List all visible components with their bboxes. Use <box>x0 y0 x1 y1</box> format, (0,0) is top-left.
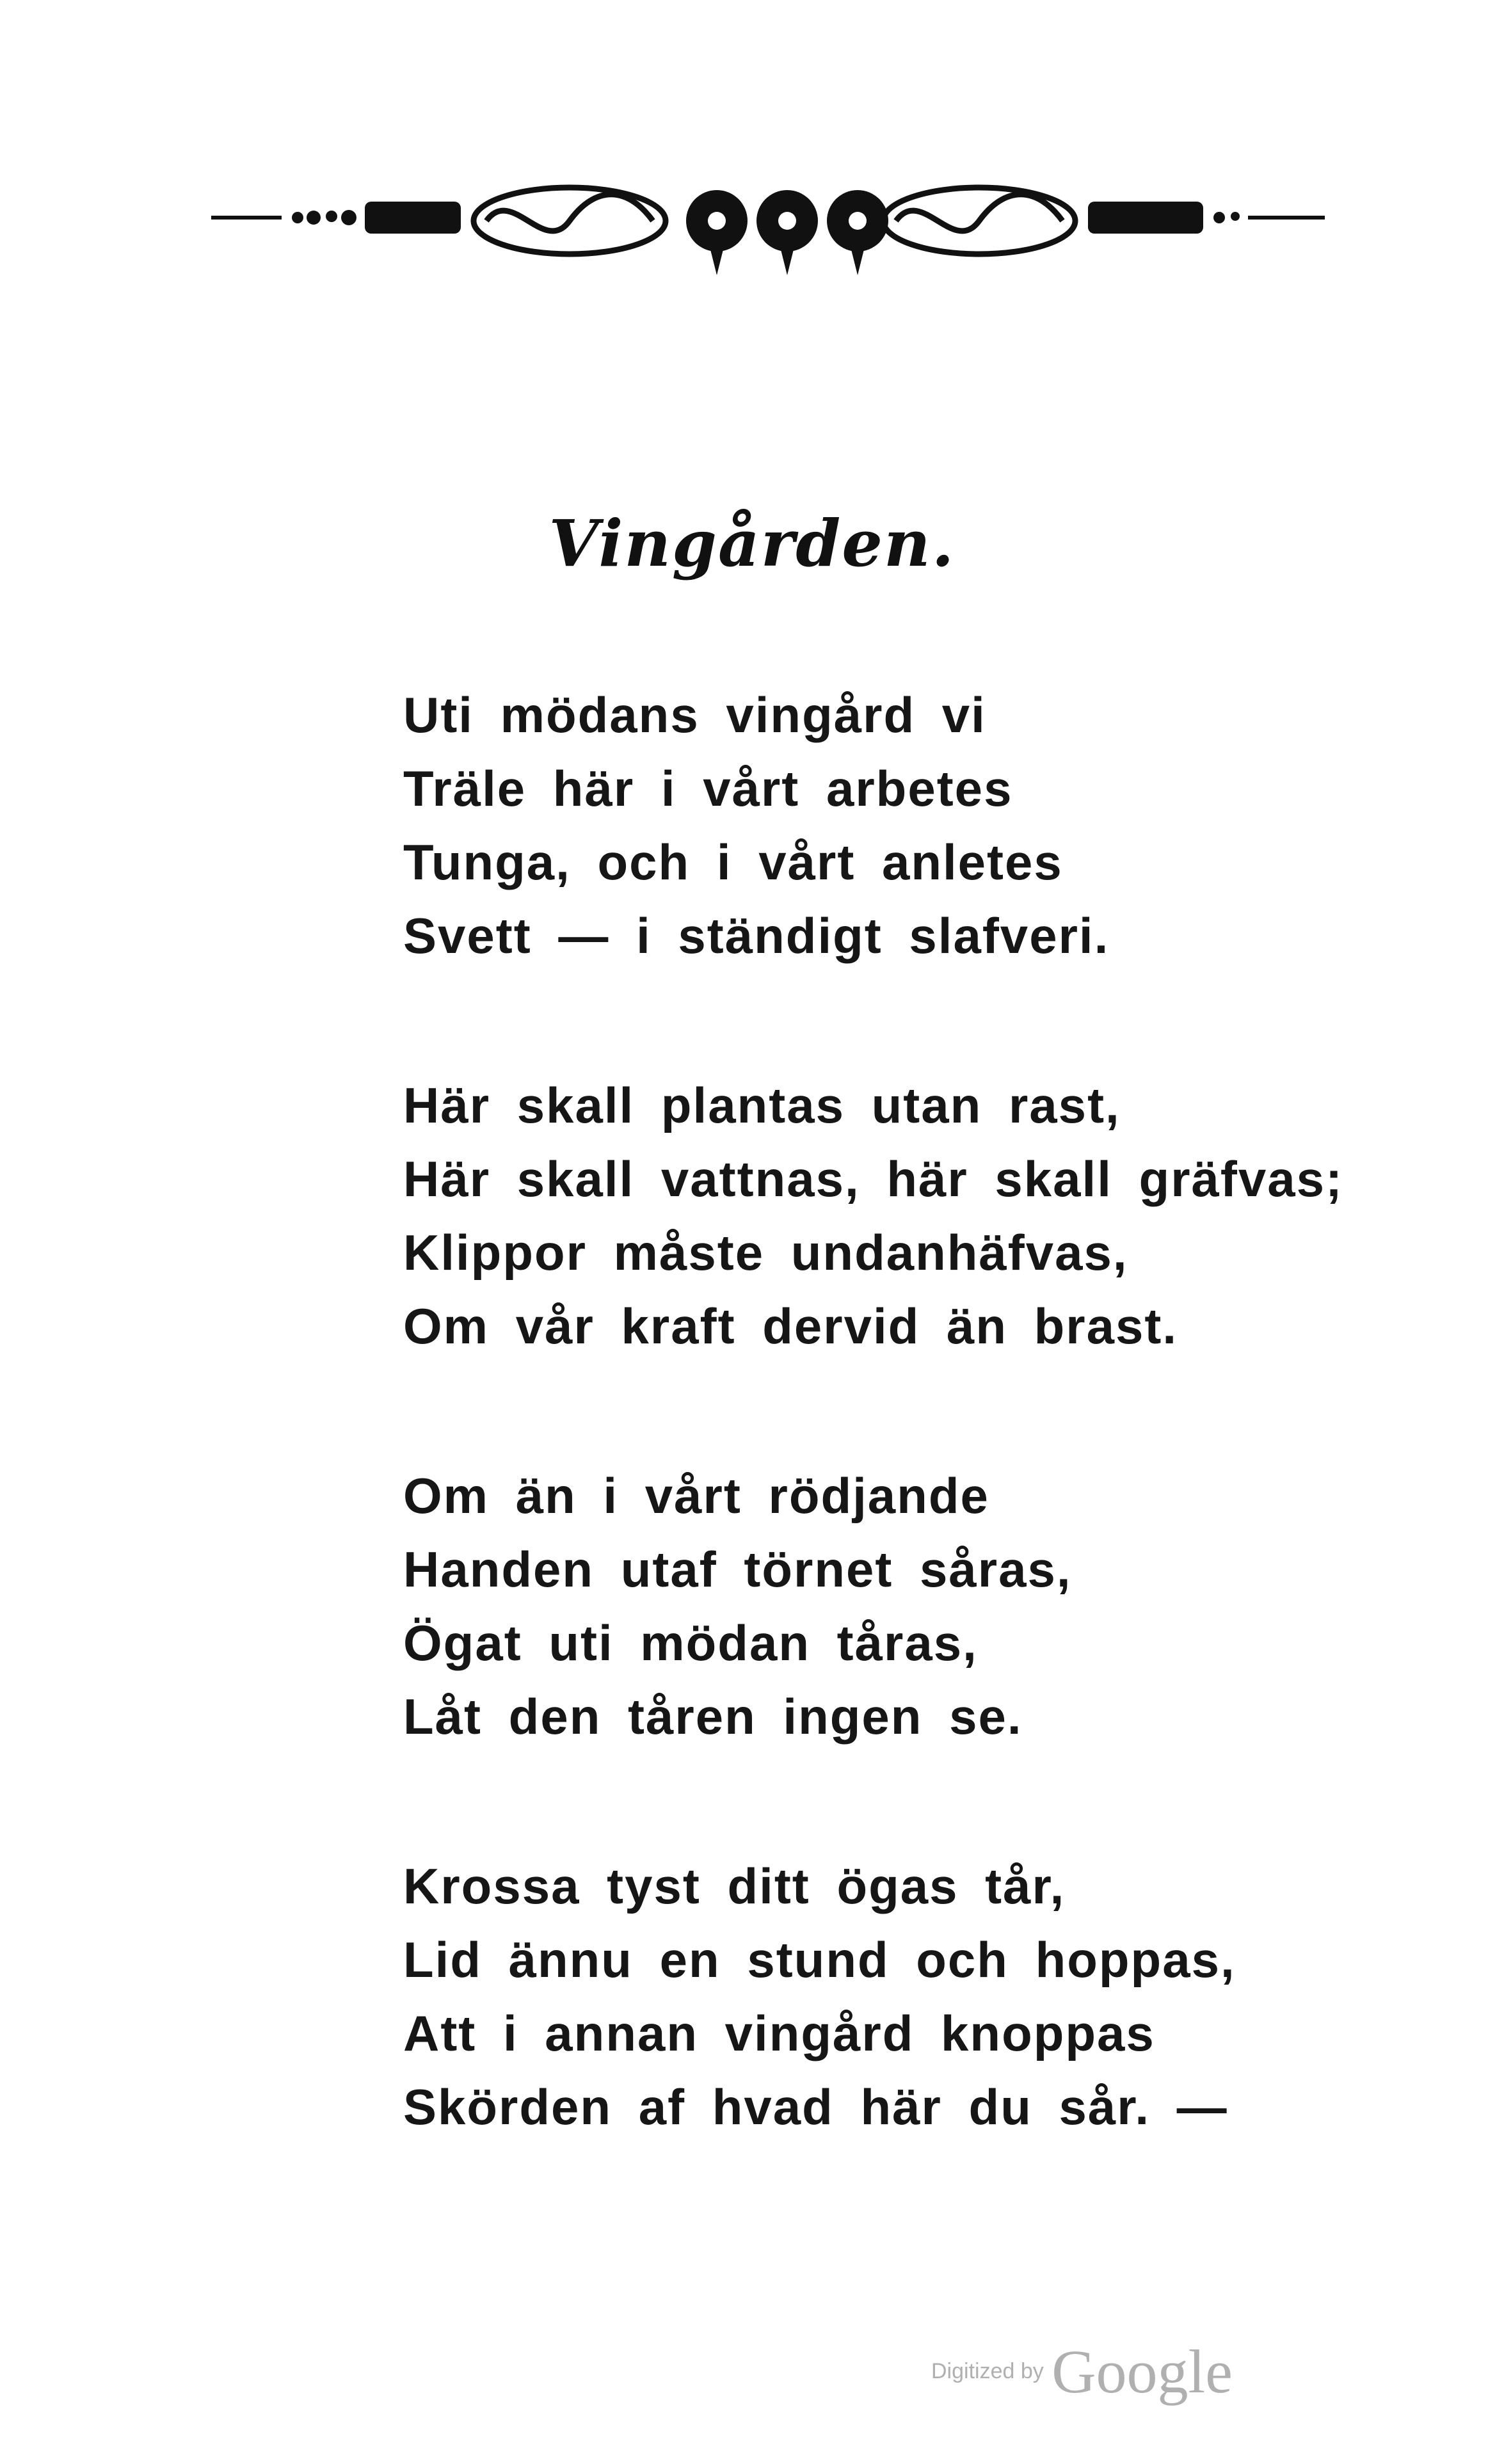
poem-line: Om vår kraft dervid än brast. <box>403 1298 1178 1354</box>
poem-line: Här skall plantas utan rast, <box>403 1077 1121 1133</box>
poem-line: Om än i vårt rödjande <box>403 1468 989 1524</box>
watermark-prefix: Digitized by <box>931 2359 1044 2383</box>
poem-line: Uti mödans vingård vi <box>403 687 986 743</box>
stanza-1 <box>403 678 1343 973</box>
poem-line: Här skall vattnas, här skall gräfvas; <box>403 1151 1344 1207</box>
poem-line: Träle här i vårt arbetes <box>403 760 1013 817</box>
stanza-4 <box>403 1850 1343 2144</box>
poem-line: Svett — i ständigt slafveri. <box>403 908 1110 964</box>
poem-title: Vingården. <box>548 506 956 581</box>
poem-line: Lid ännu en stund och hoppas, <box>403 1932 1236 1988</box>
poem-line: Tunga, och i vårt anletes <box>403 834 1063 890</box>
header-ornament-icon <box>211 179 1325 282</box>
poem-line: Krossa tyst ditt ögas tår, <box>403 1858 1066 1914</box>
poem-line: Skörden af hvad här du sår. — <box>403 2079 1228 2135</box>
poem-line: Att i annan vingård knoppas <box>403 2005 1155 2061</box>
poem-line: Handen utaf törnet såras, <box>403 1541 1072 1597</box>
poem-line: Låt den tåren ingen se. <box>403 1688 1023 1745</box>
poem-line: Ögat uti mödan tåras, <box>403 1615 978 1671</box>
stanza-3 <box>403 1459 1343 1754</box>
poem-body <box>403 678 1343 2144</box>
digitized-by-watermark <box>931 2336 1233 2406</box>
stanza-2 <box>403 1069 1343 1363</box>
poem-line: Klippor måste undanhäfvas, <box>403 1224 1128 1281</box>
google-logo-icon: Google <box>1052 2337 1233 2406</box>
